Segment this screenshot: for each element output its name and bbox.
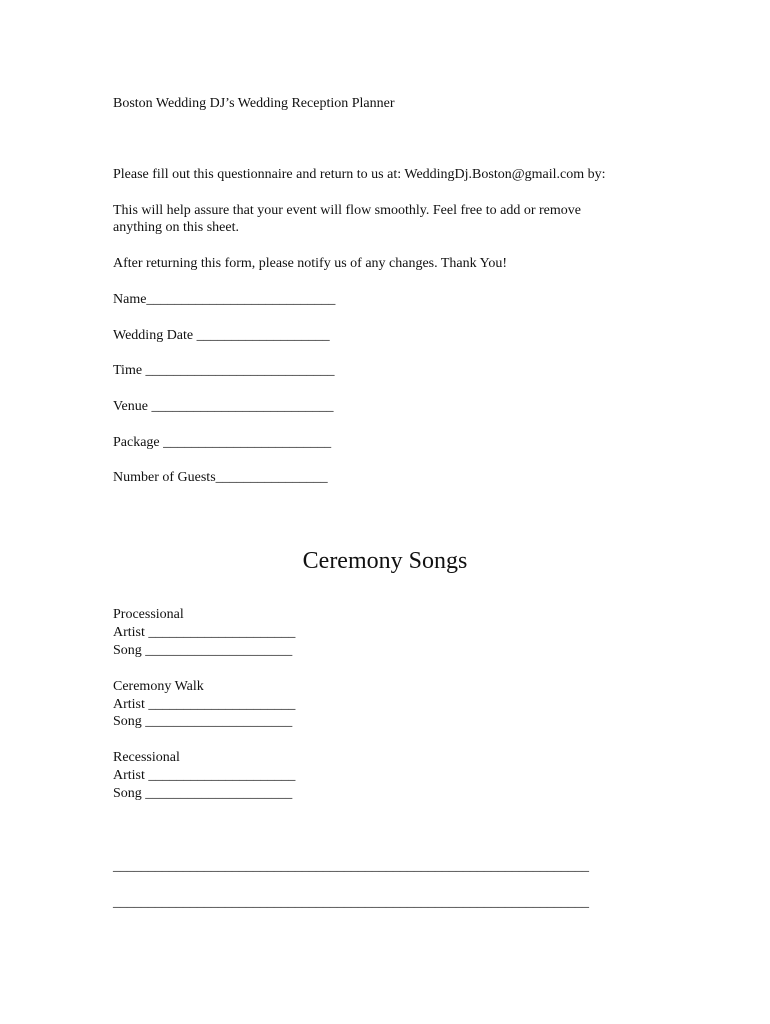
ceremony-walk-song-field[interactable]: Song _____________________ (113, 714, 293, 729)
wedding-date-field[interactable]: Wedding Date ___________________ (113, 328, 330, 343)
venue-field[interactable]: Venue __________________________ (113, 399, 334, 414)
ceremony-walk-label: Ceremony Walk (113, 679, 204, 694)
guests-field[interactable]: Number of Guests________________ (113, 470, 328, 485)
notes-line-1[interactable]: ____________________________________________________________________ (113, 859, 589, 874)
flow-note-line-1: This will help assure that your event will flow smoothly. Feel free to add or remove (113, 203, 581, 218)
instructions-text: Please fill out this questionnaire and return to us at: WeddingDj.Boston@gmail.com by: (113, 167, 606, 182)
package-field[interactable]: Package ________________________ (113, 435, 332, 450)
ceremony-songs-heading: Ceremony Songs (302, 548, 468, 574)
processional-artist-field[interactable]: Artist _____________________ (113, 625, 296, 640)
notes-line-2[interactable]: ____________________________________________________________________ (113, 895, 589, 910)
processional-label: Processional (113, 607, 184, 622)
recessional-song-field[interactable]: Song _____________________ (113, 786, 293, 801)
document-title: Boston Wedding DJ’s Wedding Reception Planner (113, 96, 395, 111)
recessional-artist-field[interactable]: Artist _____________________ (113, 768, 296, 783)
ceremony-walk-artist-field[interactable]: Artist _____________________ (113, 697, 296, 712)
time-field[interactable]: Time ___________________________ (113, 363, 335, 378)
processional-song-field[interactable]: Song _____________________ (113, 643, 293, 658)
notify-note: After returning this form, please notify us of any changes. Thank You! (113, 256, 507, 271)
flow-note-line-2: anything on this sheet. (113, 220, 239, 235)
recessional-label: Recessional (113, 750, 180, 765)
name-field[interactable]: Name___________________________ (113, 292, 336, 307)
